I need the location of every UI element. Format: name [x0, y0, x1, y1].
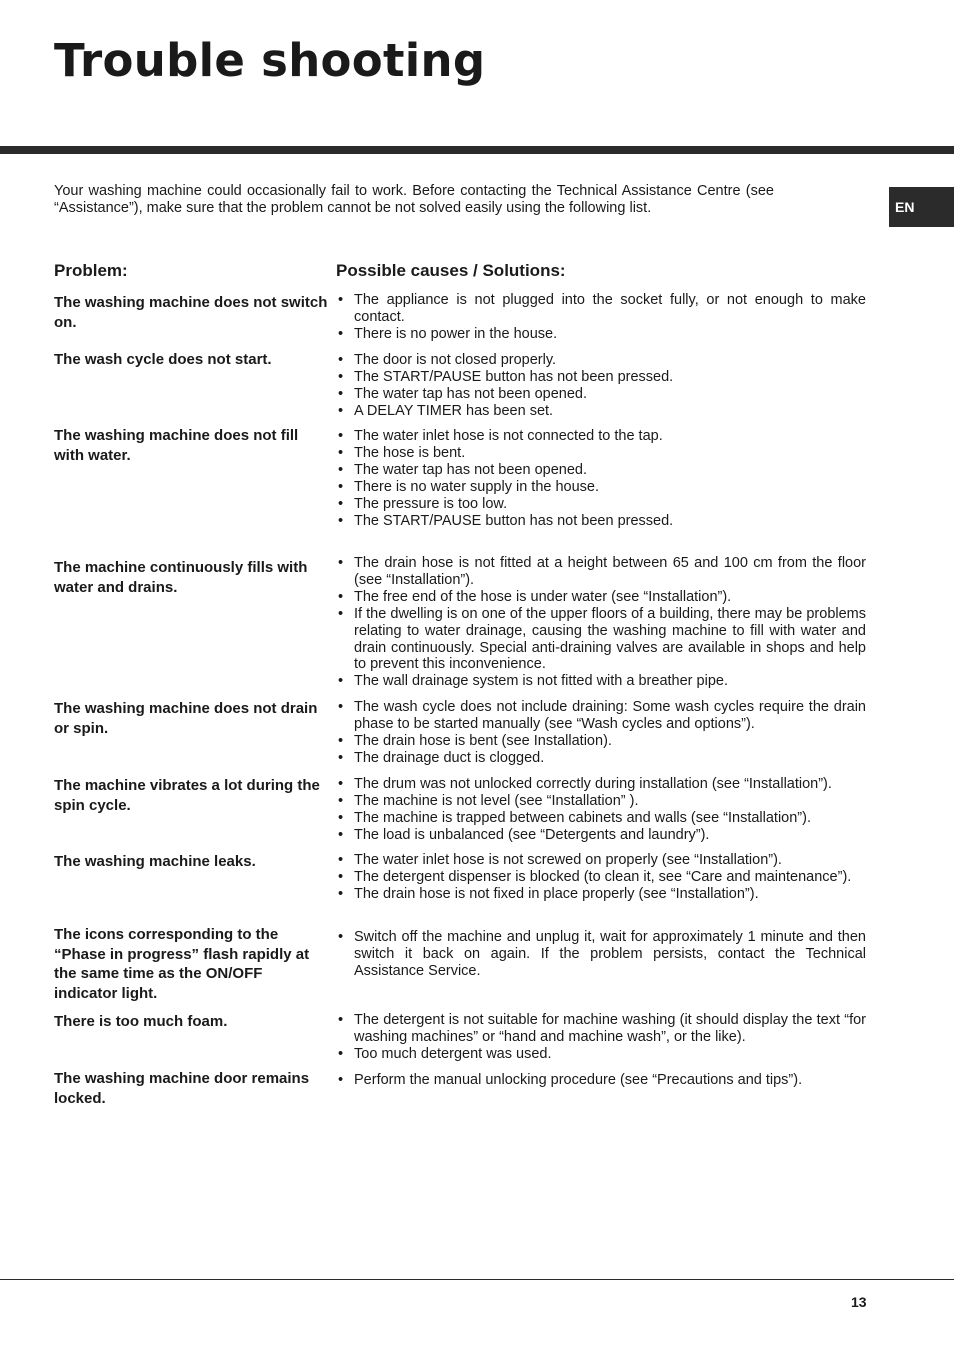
problem-text: The washing machine door remains locked.: [54, 1070, 310, 1107]
cause-item: • The detergent dispenser is blocked (to clean it, see “Care and maintenance”).: [336, 869, 866, 886]
causes-list: [336, 699, 866, 767]
cause-item: • The machine is trapped between cabinets and walls (see “Installation”).: [336, 810, 866, 827]
cause-item: • The machine is not level (see “Installation” ).: [336, 793, 866, 810]
cause-item: • Perform the manual unlocking procedure (see “Precautions and tips”).: [336, 1072, 866, 1089]
cause-item: • The drum was not unlocked correctly during installation (see “Installation”).: [336, 776, 866, 793]
cause-item: • The drain hose is not fixed in place properly (see “Installation”).: [336, 886, 866, 903]
language-tab: EN: [889, 187, 954, 227]
cause-item: • There is no water supply in the house.: [336, 479, 866, 496]
problem-column-header: Problem:: [54, 261, 128, 280]
cause-item: • There is no power in the house.: [336, 326, 866, 343]
cause-item: • The wash cycle does not include draining: Some wash cycles require the drain phase to be started manually (see “Wash cycles and options”).: [336, 699, 866, 733]
cause-item: • The wall drainage system is not fitted with a breather pipe.: [336, 673, 866, 690]
cause-item: • The drain hose is not fitted at a height between 65 and 100 cm from the floor (see “Installation”).: [336, 555, 866, 589]
cause-item: • The door is not closed properly.: [336, 352, 866, 369]
problem-text: The washing machine does not fill with water.: [54, 427, 299, 464]
causes-list: [336, 428, 866, 529]
problem-text: There is too much foam.: [54, 1013, 228, 1030]
cause-item: • The water tap has not been opened.: [336, 386, 866, 403]
cause-item: • The detergent is not suitable for machine washing (it should display the text “for washing machines” or “hand and machine wash”, or the like).: [336, 1012, 866, 1046]
cause-item: • The appliance is not plugged into the socket fully, or not enough to make contact.: [336, 292, 866, 326]
cause-item: • The START/PAUSE button has not been pressed.: [336, 513, 866, 530]
footer-divider: [0, 1279, 954, 1280]
cause-item: • The free end of the hose is under water (see “Installation”).: [336, 589, 866, 606]
cause-item: • Too much detergent was used.: [336, 1046, 866, 1063]
cause-item: • If the dwelling is on one of the upper floors of a building, there may be problems relating to water drainage, causing the washing machine to fill with water and drain continuously. Special anti-draining valves are available in shops and help to prevent this inconvenience.: [336, 606, 866, 674]
causes-list: [336, 929, 866, 980]
causes-column-header: Possible causes / Solutions:: [336, 261, 566, 280]
problem-text: The washing machine leaks.: [54, 853, 256, 870]
page-title: Trouble shooting: [54, 34, 486, 87]
problem-text: The washing machine does not drain or spin.: [54, 700, 318, 737]
cause-item: • The drain hose is bent (see Installation).: [336, 733, 866, 750]
problem-text: The machine vibrates a lot during the spin cycle.: [54, 777, 320, 814]
cause-item: • Switch off the machine and unplug it, wait for approximately 1 minute and then switch it back on again. If the problem persists, contact the Technical Assistance Service.: [336, 929, 866, 980]
cause-item: • The water inlet hose is not screwed on properly (see “Installation”).: [336, 852, 866, 869]
causes-list: [336, 1072, 866, 1089]
problem-text: The machine continuously fills with water and drains.: [54, 559, 308, 596]
title-divider: [0, 146, 954, 154]
page-number: 13: [851, 1294, 867, 1310]
cause-item: • The load is unbalanced (see “Detergents and laundry”).: [336, 827, 866, 844]
cause-item: • The pressure is too low.: [336, 496, 866, 513]
causes-list: [336, 292, 866, 343]
problem-text: The washing machine does not switch on.: [54, 294, 328, 331]
causes-list: [336, 776, 866, 844]
problem-text: The icons corresponding to the “Phase in progress” flash rapidly at the same time as the ON/OFF indicator light.: [54, 926, 310, 1002]
cause-item: • The water inlet hose is not connected to the tap.: [336, 428, 866, 445]
cause-item: • The START/PAUSE button has not been pressed.: [336, 369, 866, 386]
causes-list: [336, 852, 866, 903]
cause-item: • The water tap has not been opened.: [336, 462, 866, 479]
cause-item: • The hose is bent.: [336, 445, 866, 462]
causes-list: [336, 352, 866, 420]
problem-text: The wash cycle does not start.: [54, 351, 272, 368]
causes-list: [336, 555, 866, 690]
cause-item: • A DELAY TIMER has been set.: [336, 403, 866, 420]
causes-list: [336, 1012, 866, 1063]
cause-item: • The drainage duct is clogged.: [336, 750, 866, 767]
intro-text: Your washing machine could occasionally fail to work. Before contacting the Technical Assistance Centre (see “Assistance”), make sure that the problem cannot be not solved easily using the following list.: [54, 183, 774, 216]
